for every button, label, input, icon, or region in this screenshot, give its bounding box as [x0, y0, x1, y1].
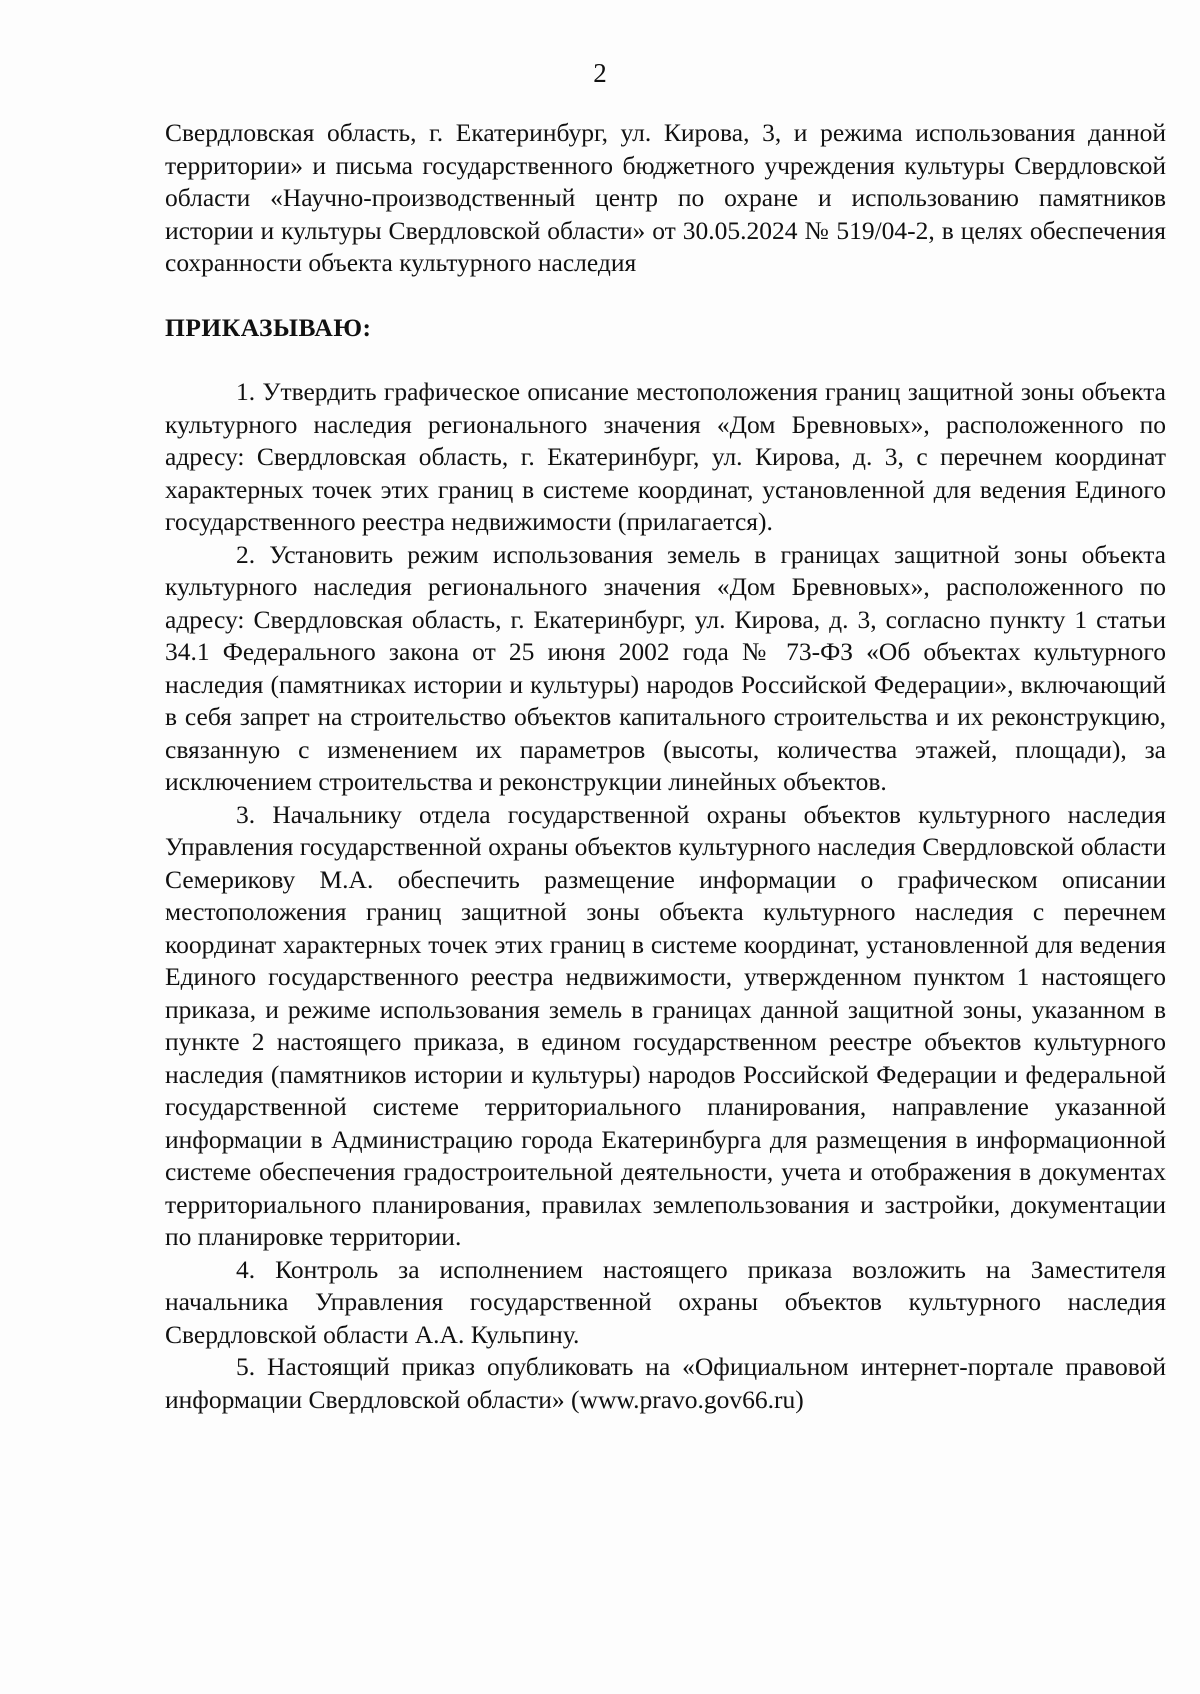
order-item-3: 3. Начальнику отдела государственной охраны объектов культурного наследия Управления государственной охраны объектов культурного наследия Свердловской области Семерикову М.А. обеспечить размещение информации о графическом описании местоположения границ защитной зоны объекта культурного наследия с перечнем координат характерных точек этих границ в системе координат, установленной для ведения Единого государственного реестра недвижимости, утвержденном пунктом 1 настоящего приказа, и режиме использования земель в границах данной защитной зоны, указанном в пункте 2 настоящего приказа, в едином государственном реестре объектов культурного наследия (памятников истории и культуры) народов Российской Федерации и федеральной государственной системе территориального планирования, направление указанной информации в Администрацию города Екатеринбурга для размещения в информационной системе обеспечения градостроительной деятельности, учета и отображения в документах территориального планирования, правилах землепользования и застройки, документации по планировке территории. [165, 799, 1166, 1251]
order-item-1: 1. Утвердить графическое описание местоположения границ защитной зоны объекта культурного наследия регионального значения «Дом Бревновых», расположенного по адресу: Свердловская область, г. Екатеринбург, ул. Кирова, д. 3, с перечнем координат характерных точек этих границ в системе координат, установленной для ведения Единого государственного реестра недвижимости (прилагается). [165, 377, 1166, 536]
order-item-5: 5. Настоящий приказ опубликовать на «Официальном интернет-портале правовой информации Свердловской области» (www.pravo.gov66.ru) [165, 1352, 1166, 1414]
order-item-4: 4. Контроль за исполнением настоящего приказа возложить на Заместителя начальника Управления государственной охраны объектов культурного наследия Свердловской области А.А. Кульпину. [165, 1254, 1166, 1349]
order-item-2: 2. Установить режим использования земель в границах защитной зоны объекта культурного наследия регионального значения «Дом Бревновых», расположенного по адресу: Свердловская область, г. Екатеринбург, ул. Кирова, д. 3, согласно пункту 1 статьи 34.1 Федерального закона от 25 июня 2002 года № 73-ФЗ «Об объектах культурного наследия (памятниках истории и культуры) народов Российской Федерации», включающий в себя запрет на строительство объектов капитального строительства и их реконструкцию, связанную с изменением их параметров (высоты, количества этажей, площади), за исключением строительства и реконструкции линейных объектов. [165, 539, 1166, 796]
page-number: 2 [593, 58, 607, 88]
intro-paragraph: Свердловская область, г. Екатеринбург, ул. Кирова, 3, и режима использования данной территории» и письма государственного бюджетного учреждения культуры Свердловской области «Научно-производственный центр по охране и использованию памятников истории и культуры Свердловской области» от 30.05.2024 № 519/04-2, в целях обеспечения сохранности объекта культурного наследия [165, 118, 1166, 277]
order-heading: ПРИКАЗЫВАЮ: [165, 312, 372, 342]
document-body [165, 117, 1166, 1416]
